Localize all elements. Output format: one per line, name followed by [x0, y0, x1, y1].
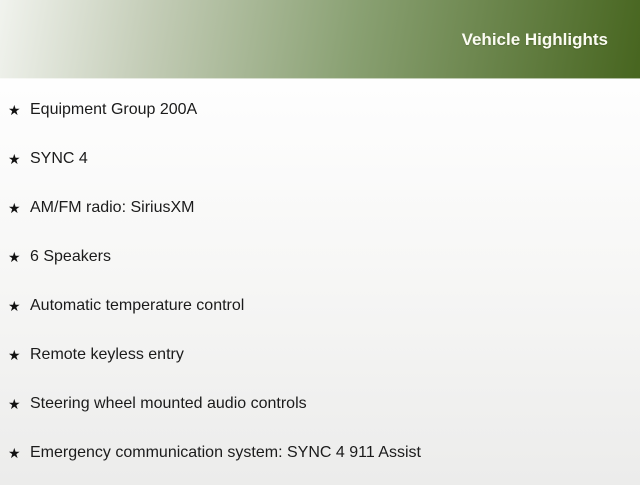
- list-item: [0, 379, 640, 428]
- list-item: [0, 183, 640, 232]
- star-bullet-icon: ★: [8, 297, 21, 314]
- star-bullet-icon: ★: [8, 444, 21, 461]
- list-item: [0, 85, 640, 134]
- list-item: [0, 281, 640, 330]
- list-item: [0, 428, 640, 477]
- list-item: [0, 330, 640, 379]
- list-item-label: Equipment Group 200A: [30, 100, 198, 118]
- list-item-label: AM/FM radio: SiriusXM: [30, 198, 195, 216]
- list-item: [0, 232, 640, 281]
- highlights-list: [0, 79, 640, 485]
- star-bullet-icon: ★: [8, 101, 21, 118]
- panel-title: Vehicle Highlights: [461, 29, 608, 49]
- list-item: [0, 134, 640, 183]
- star-bullet-icon: ★: [8, 395, 21, 412]
- list-item-label: 6 Speakers: [30, 247, 111, 265]
- list-item-label: Emergency communication system: SYNC 4 911 Assist: [30, 443, 421, 461]
- star-bullet-icon: ★: [8, 248, 21, 265]
- list-item-label: Automatic temperature control: [30, 296, 245, 314]
- list-item-label: SYNC 4: [30, 149, 88, 167]
- star-bullet-icon: ★: [8, 346, 21, 363]
- list-item-label: Remote keyless entry: [30, 345, 184, 363]
- panel-header: [0, 0, 640, 79]
- star-bullet-icon: ★: [8, 150, 21, 167]
- list-item-label: Steering wheel mounted audio controls: [30, 394, 307, 412]
- star-bullet-icon: ★: [8, 199, 21, 216]
